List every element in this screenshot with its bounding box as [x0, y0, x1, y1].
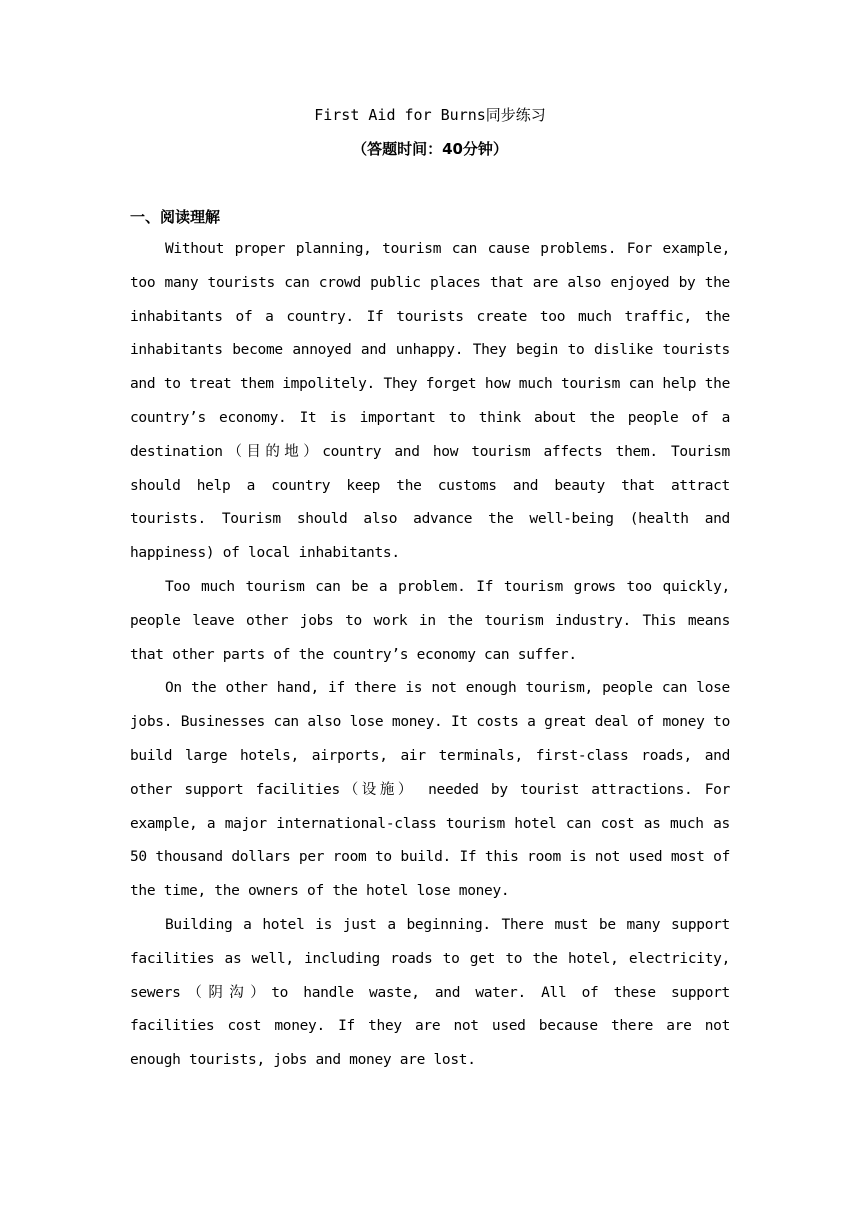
passage-paragraph: On the other hand, if there is not enough tourism, people can lose jobs. Businesses can also lose money. It costs a great deal of money to build large hotels, airports, air terminals, first-class roads, and other support facilities（设施） needed by tourist attractions. For example, a major international-class tourism hotel can cost as much as 50 thousand dollars per room to build. If this room is not used most of the time, the owners of the hotel lose money. [130, 680, 730, 900]
passage-paragraph: Too much tourism can be a problem. If tourism grows too quickly, people leave other jobs to work in the tourism industry. This means that other parts of the country’s economy can suffer. [130, 578, 730, 663]
passage-paragraph: Building a hotel is just a beginning. There must be many support facilities as well, including roads to get to the hotel, electricity, sewers（阴沟）to handle waste, and water. All of these support facilities cost money. If they are not used because there are not enough tourists, jobs and money are lost. [130, 916, 730, 1069]
passage-paragraph: Without proper planning, tourism can cause problems. For example, too many tourists can crowd public places that are also enjoyed by the inhabitants of a country. If tourists create too much traffic, the inhabitants become annoyed and unhappy. They begin to dislike tourists and to treat them impolitely. They forget how much tourism can help the country’s economy. It is important to think about the people of a destination（目的地）country and how tourism affects them. Tourism should help a country keep the customs and beauty that attract tourists. Tourism should also advance the well-being (health and happiness) of local inhabitants. [130, 241, 730, 562]
time-limit-subtitle: （答题时间：40分钟） [352, 140, 508, 158]
document-title: First Aid for Burns同步练习 [314, 106, 546, 124]
reading-passage [130, 233, 730, 1078]
section-heading: 一、阅读理解 [130, 208, 221, 226]
